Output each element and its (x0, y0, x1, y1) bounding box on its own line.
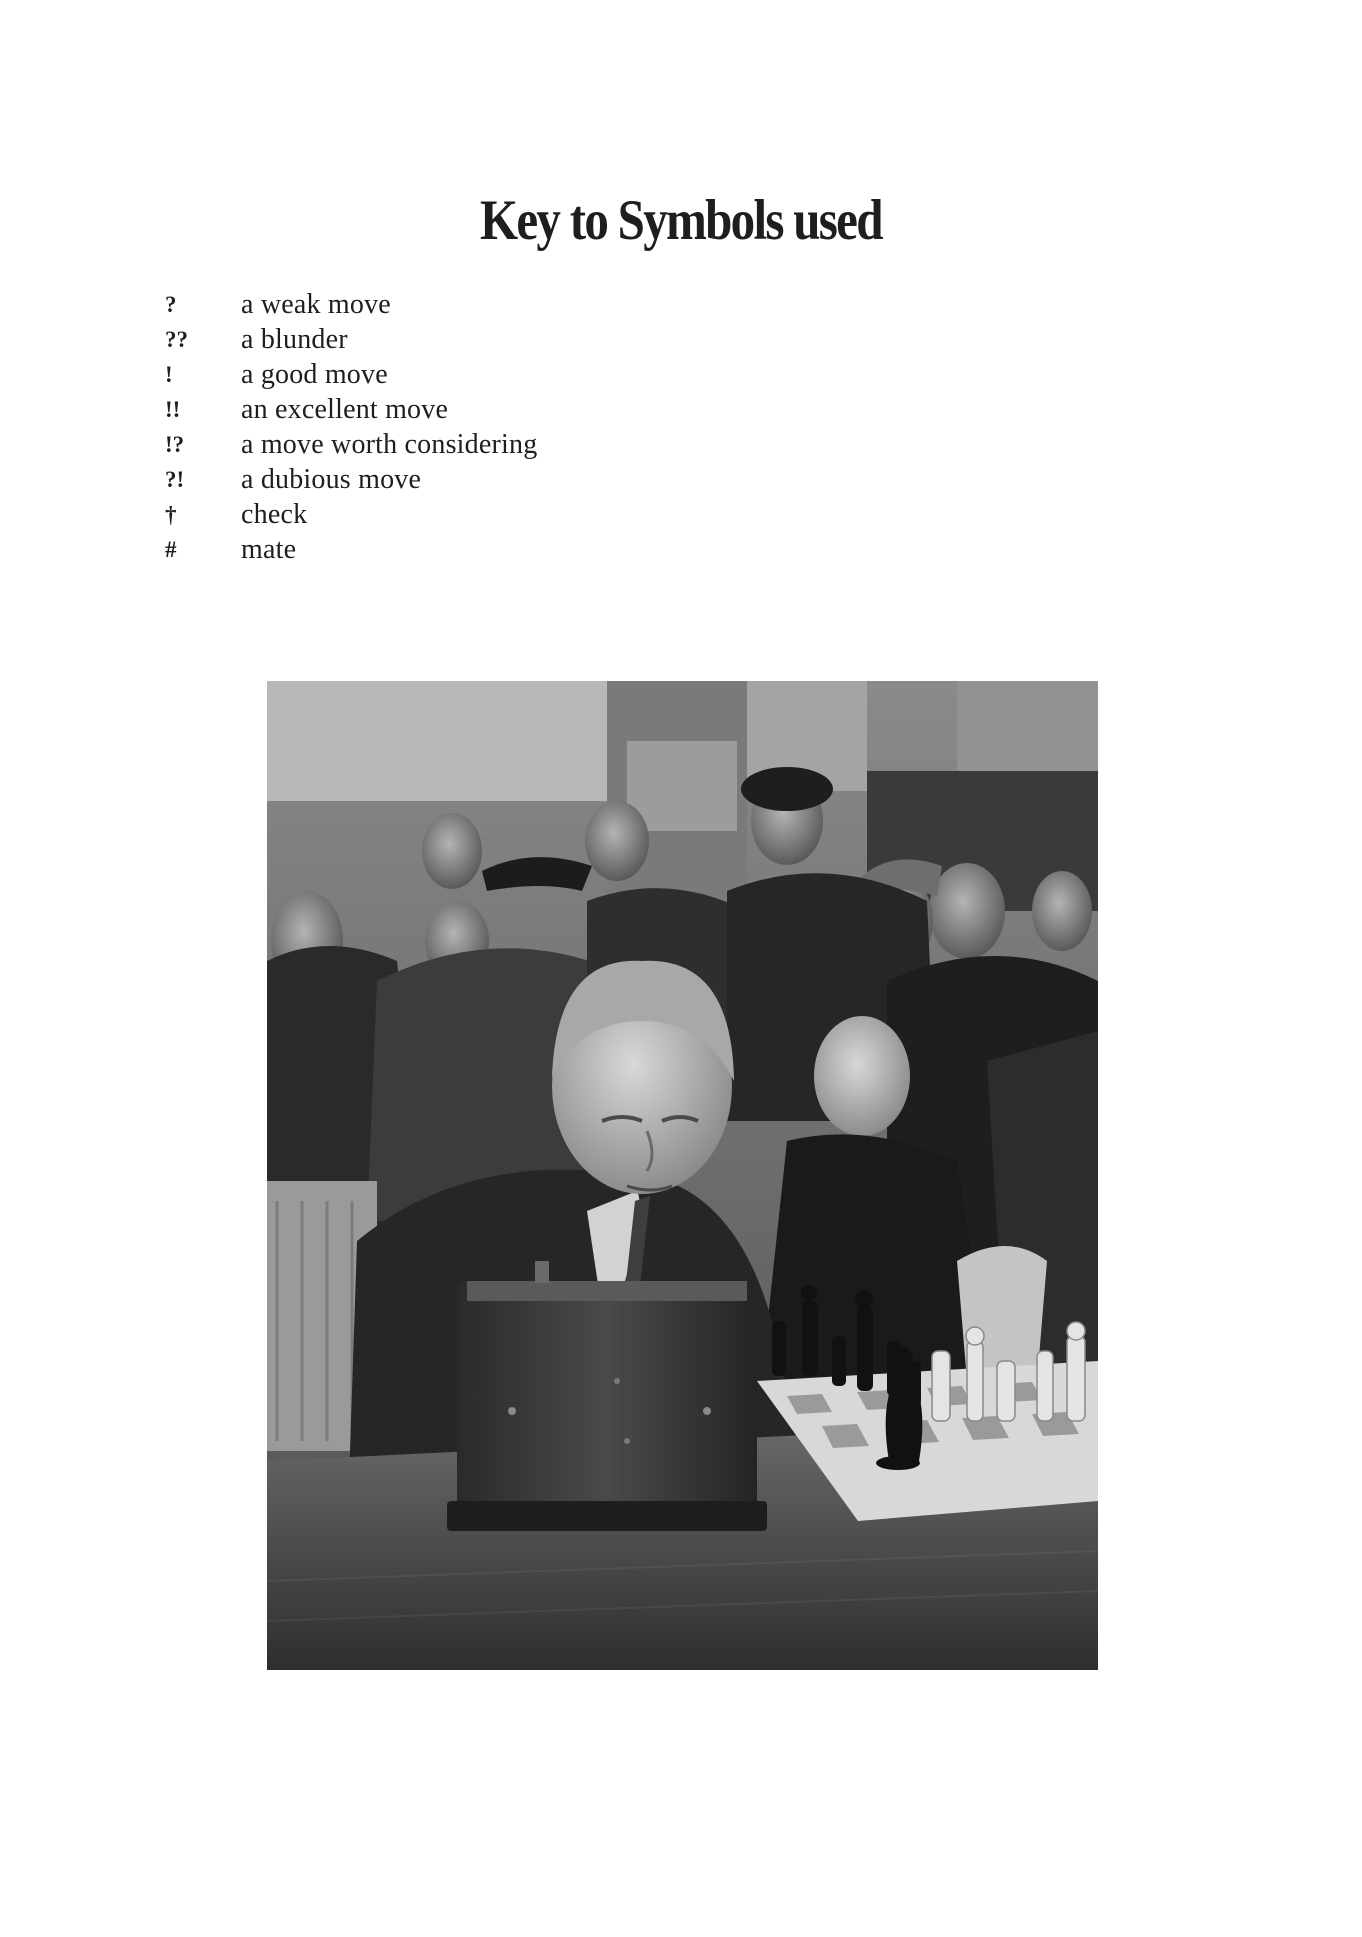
symbol-row (165, 392, 865, 427)
symbol-meaning: an excellent move (241, 393, 449, 425)
symbol-meaning: check (241, 498, 308, 530)
symbol: ! (165, 361, 173, 387)
symbol-key-list (165, 287, 865, 567)
symbol-meaning: mate (241, 533, 297, 565)
chess-player-photo (267, 681, 1098, 1670)
symbol-row (165, 357, 865, 392)
symbol-meaning: a weak move (241, 288, 391, 320)
symbol: ?! (165, 466, 185, 492)
symbol-meaning: a move worth considering (241, 428, 538, 460)
symbol-meaning: a dubious move (241, 463, 422, 495)
symbol-row (165, 462, 865, 497)
symbol: † (165, 501, 177, 527)
symbol: # (165, 536, 177, 562)
symbol-row (165, 287, 865, 322)
page-title: Key to Symbols used (479, 189, 882, 252)
symbol-row (165, 497, 865, 532)
symbol-row (165, 322, 865, 357)
symbol-row (165, 532, 865, 567)
symbol: !! (165, 396, 181, 422)
symbol: ?? (165, 326, 188, 352)
symbol-row (165, 427, 865, 462)
symbol: !? (165, 431, 185, 457)
symbol-meaning: a good move (241, 358, 388, 390)
symbol: ? (165, 291, 177, 317)
symbol-meaning: a blunder (241, 323, 348, 355)
